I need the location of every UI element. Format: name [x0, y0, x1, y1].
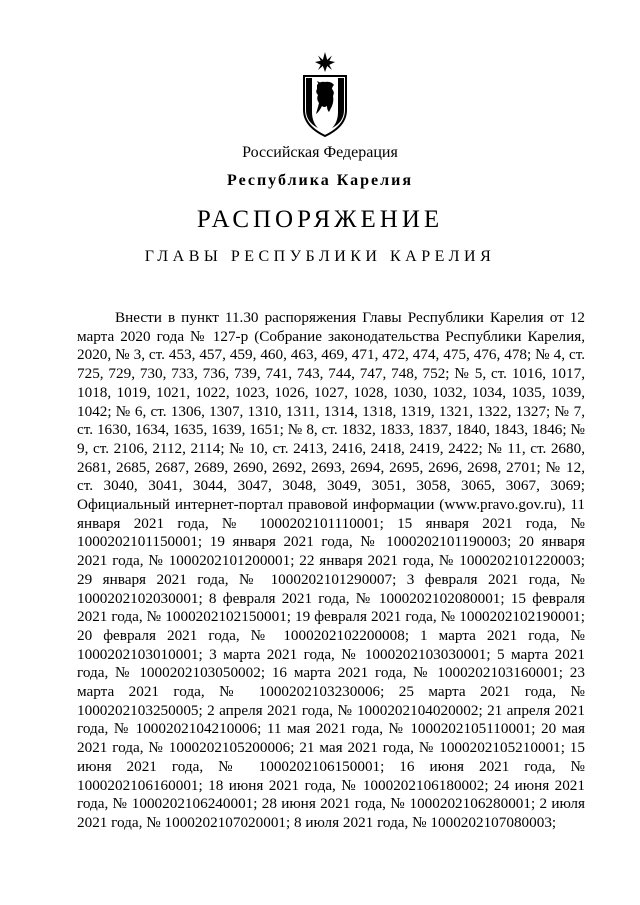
republic-name: Республика Карелия	[227, 172, 413, 189]
karelia-coat-of-arms-icon	[300, 52, 350, 138]
body-paragraph: Внести в пункт 11.30 распоряжения Главы Республики Карелия от 12 марта 2020 года № 127-р (Собрание законодательства Республики Карелия, 2020, № 3, ст. 453, 457, 459, 460, 463, 469, 471, 472, 474, 475, 476, 478; № 4, ст. 725, 729, 730, 733, 736, 739, 741, 743, 744, 747, 748, 752; № 5, ст. 1016, 1017, 1018, 1019, 1021, 1022, 1023, 1026, 1027, 1028, 1030, 1032, 1034, 1035, 1039, 1042; № 6, ст. 1306, 1307, 1310, 1311, 1314, 1318, 1319, 1321, 1322, 1327; № 7, ст. 1630, 1634, 1635, 1639, 1651; № 8, ст. 1832, 1833, 1837, 1840, 1843, 1846; № 9, ст. 2106, 2112, 2114; № 10, ст. 2413, 2416, 2418, 2419, 2422; № 11, ст. 2680, 2681, 2685, 2687, 2689, 2690, 2692, 2693, 2694, 2695, 2696, 2698, 2701; № 12, ст. 3040, 3041, 3044, 3047, 3048, 3049, 3051, 3058, 3065, 3067, 3069; Официальный интернет-портал правовой информации (www.pravo.gov.ru), 11 января 2021 года, № 1000202101110001; 15 января 2021 года, № 1000202101150001; 19 января 2021 года, № 1000202101190003; 20 января 2021 года, № 1000202101200001; 22 января 2021 года, № 1000202101220003; 29 января 2021 года, № 1000202101290007; 3 февраля 2021 года, № 1000202102030001; 8 февраля 2021 года, № 1000202102080001; 15 февраля 2021 года, № 1000202102150001; 19 февраля 2021 года, № 1000202102190001; 20 февраля 2021 года, № 1000202102200008; 1 марта 2021 года, № 1000202103010001; 3 марта 2021 года, № 1000202103030001; 5 марта 2021 года, № 1000202103050002; 16 марта 2021 года, № 1000202103160001; 23 марта 2021 года, № 1000202103230006; 25 марта 2021 года, № 1000202103250005; 2 апреля 2021 года, № 1000202104020002; 21 апреля 2021 года, № 1000202104210006; 11 мая 2021 года, № 1000202105110001; 20 мая 2021 года, № 1000202105200006; 21 мая 2021 года, № 1000202105210001; 15 июня 2021 года, № 1000202106150001; 16 июня 2021 года, № 1000202106160001; 18 июня 2021 года, № 1000202106180002; 24 июня 2021 года, № 1000202106240001; 28 июня 2021 года, № 1000202106280001; 2 июля 2021 года, № 1000202107020001; 8 июля 2021 года, № 1000202107080003;	[77, 309, 585, 831]
country-name: Российская Федерация	[242, 144, 398, 161]
issuer-title: ГЛАВЫ РЕСПУБЛИКИ КАРЕЛИЯ	[144, 248, 496, 265]
document-type: РАСПОРЯЖЕНИЕ	[196, 206, 444, 233]
